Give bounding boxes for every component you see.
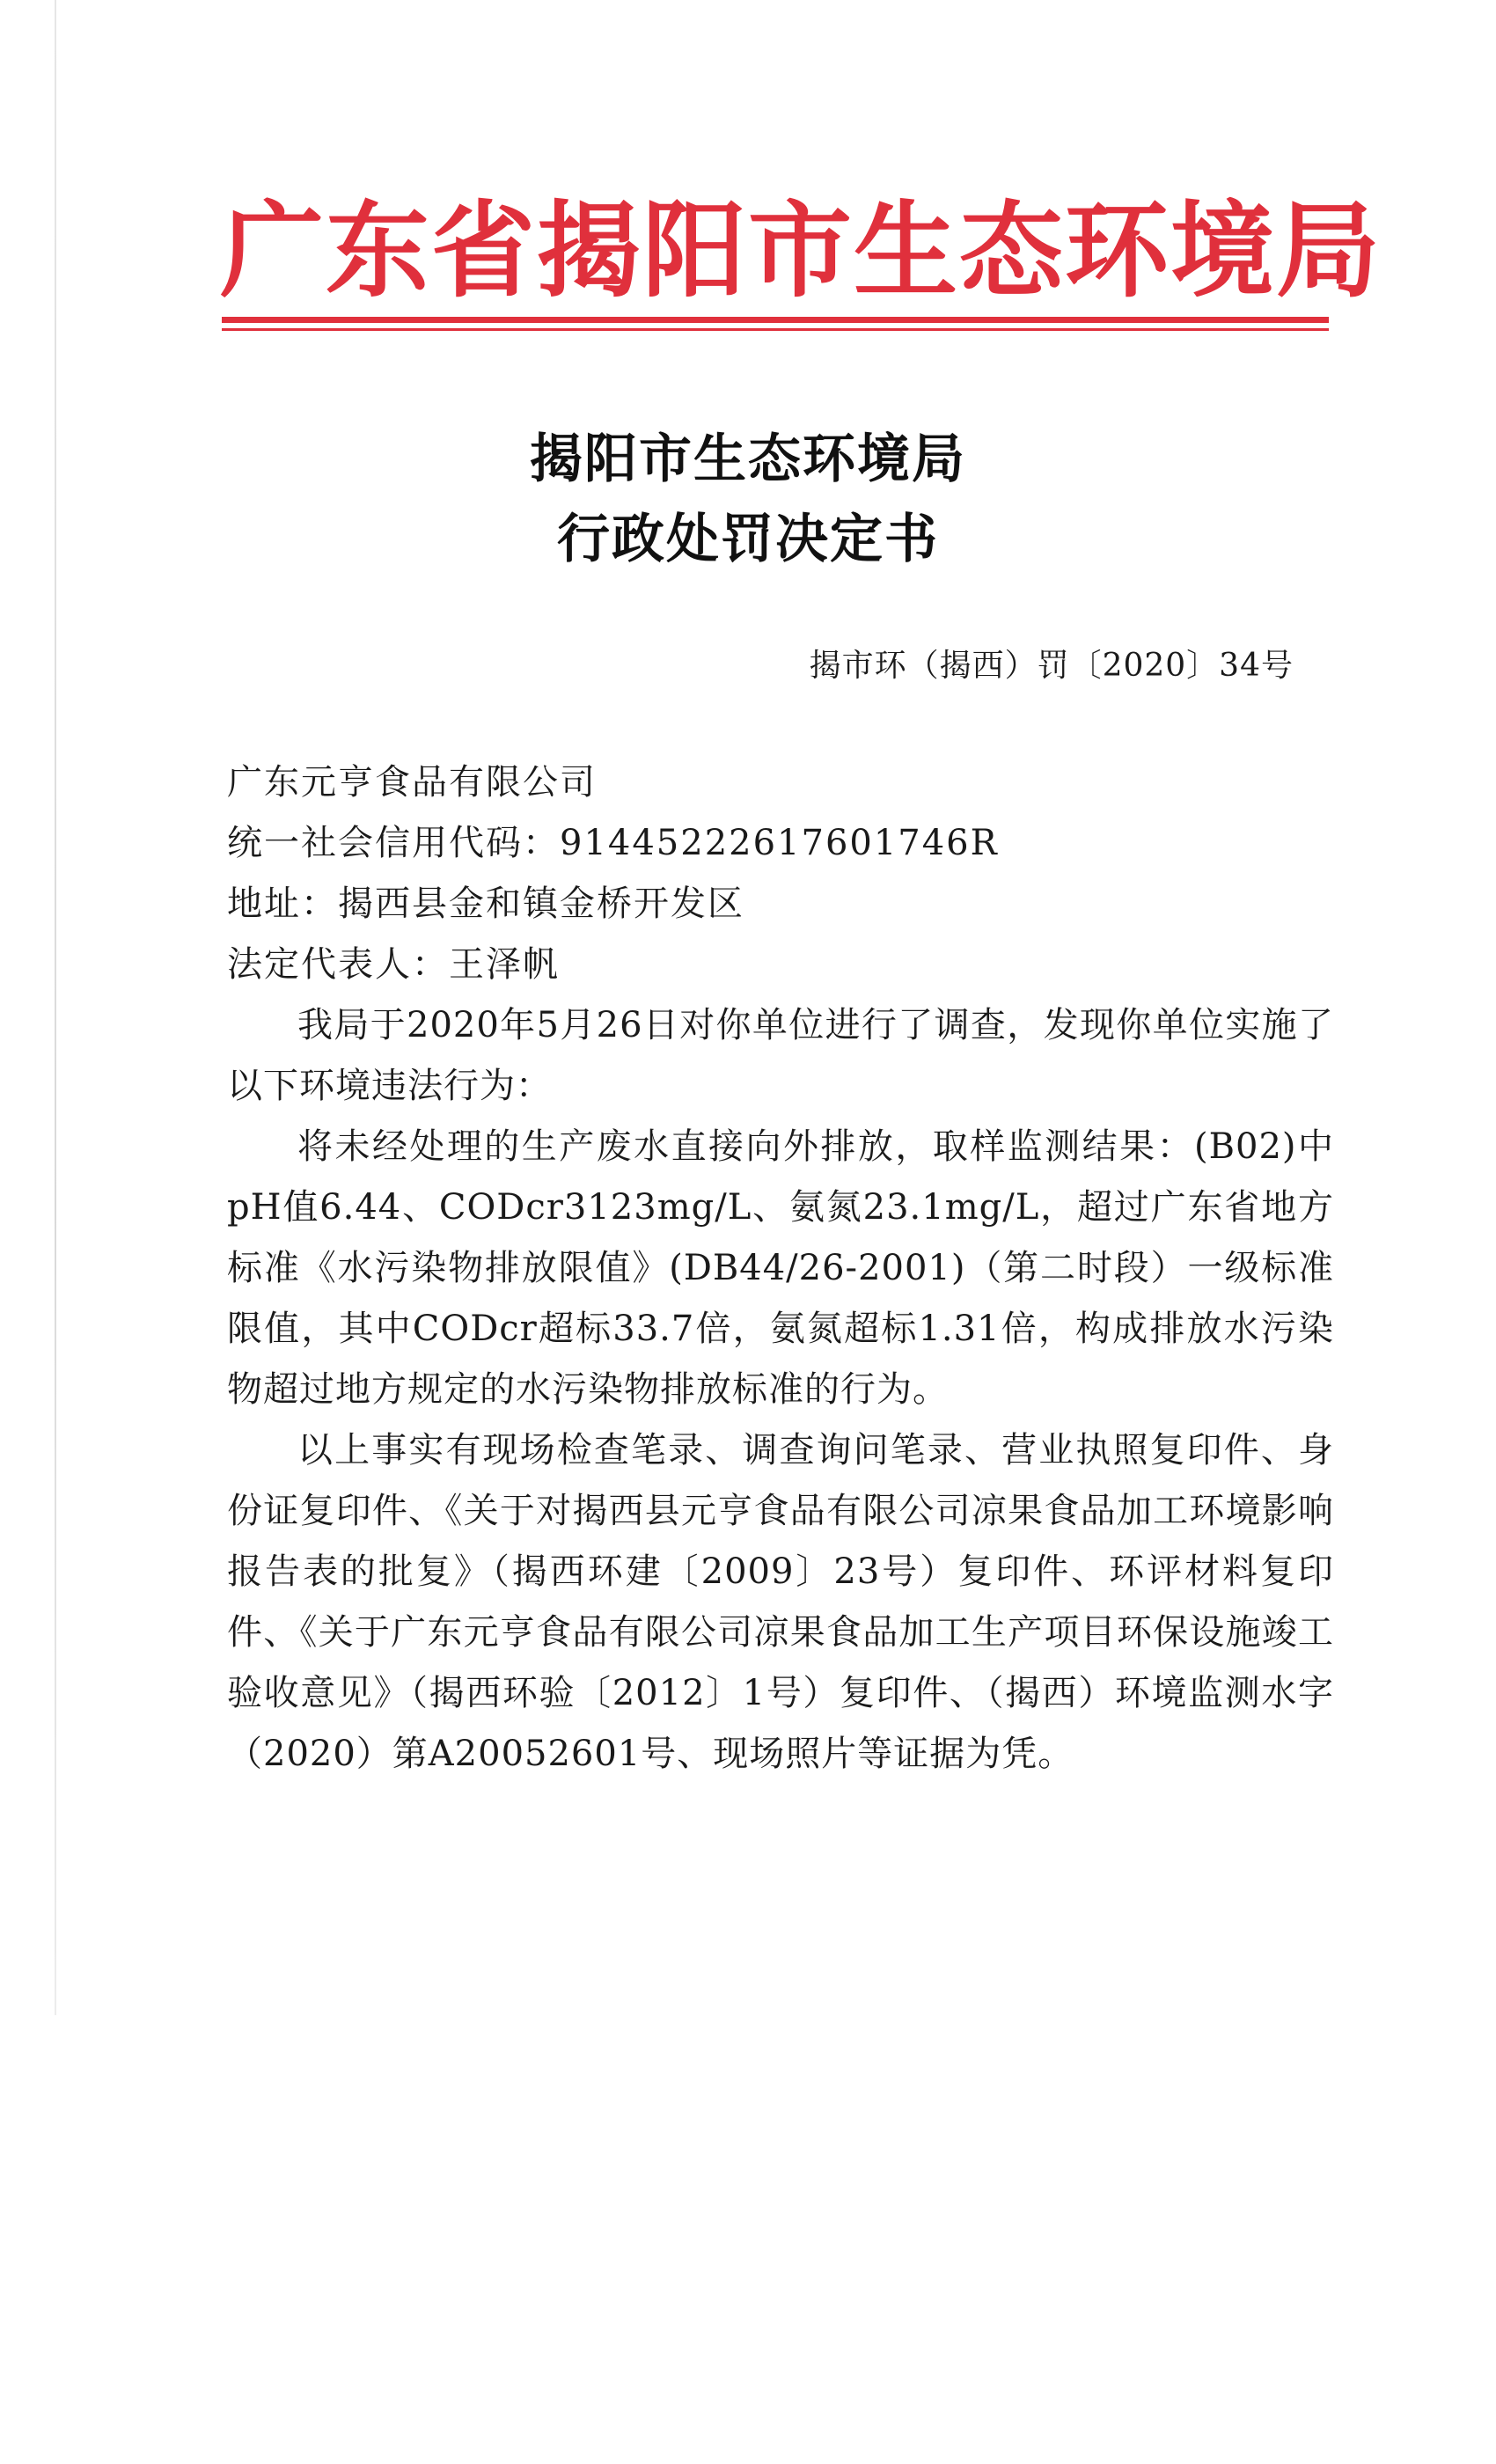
document-number: 揭市环（揭西）罚〔2020〕34号 (809, 648, 1294, 684)
letterhead-agency-name: 广东省揭阳市生态环境局 (220, 189, 1382, 312)
recipient-address: 地址：揭西县金和镇金桥开发区 (227, 884, 744, 924)
paragraph-violation: 将未经处理的生产废水直接向外排放，取样监测结果：(B02)中pH值6.44、CODcr3123mg/L、氨氮23.1mg/L，超过广东省地方标准《水污染物排放限值》(DB44/26-2001)（第二时段）一级标准限值，其中CODcr超标33.7倍，氨氮超标1.31倍，构成排放水污染物超过地方规定的水污染物排放标准的行为。 (227, 1126, 1334, 1410)
recipient-credit-code: 统一社会信用代码：91445222617601746R (227, 823, 999, 863)
document-title-line-1: 揭阳市生态环境局 (530, 429, 966, 490)
paragraph-investigation: 我局于2020年5月26日对你单位进行了调查，发现你单位实施了以下环境违法行为： (227, 1005, 1334, 1106)
document-title-line-2: 行政处罚决定书 (557, 509, 939, 570)
letterhead-red-rule-thick (222, 317, 1329, 323)
paragraph-evidence: 以上事实有现场检查笔录、调查询问笔录、营业执照复印件、身份证复印件、《关于对揭西县元亨食品有限公司凉果食品加工环境影响报告表的批复》（揭西环建〔2009〕23号）复印件、环评材料复印件、《关于广东元亨食品有限公司凉果食品加工生产项目环保设施竣工验收意见》（揭西环验〔2012〕1号）复印件、（揭西）环境监测水字（2020）第A20052601号、现场照片等证据为凭。 (227, 1430, 1334, 1774)
scan-edge-line (55, 0, 56, 2015)
recipient-legal-representative: 法定代表人：王泽帆 (227, 944, 560, 985)
recipient-company: 广东元亨食品有限公司 (227, 762, 597, 803)
letterhead-red-rule-thin (222, 328, 1329, 331)
document-body (227, 752, 1334, 1785)
